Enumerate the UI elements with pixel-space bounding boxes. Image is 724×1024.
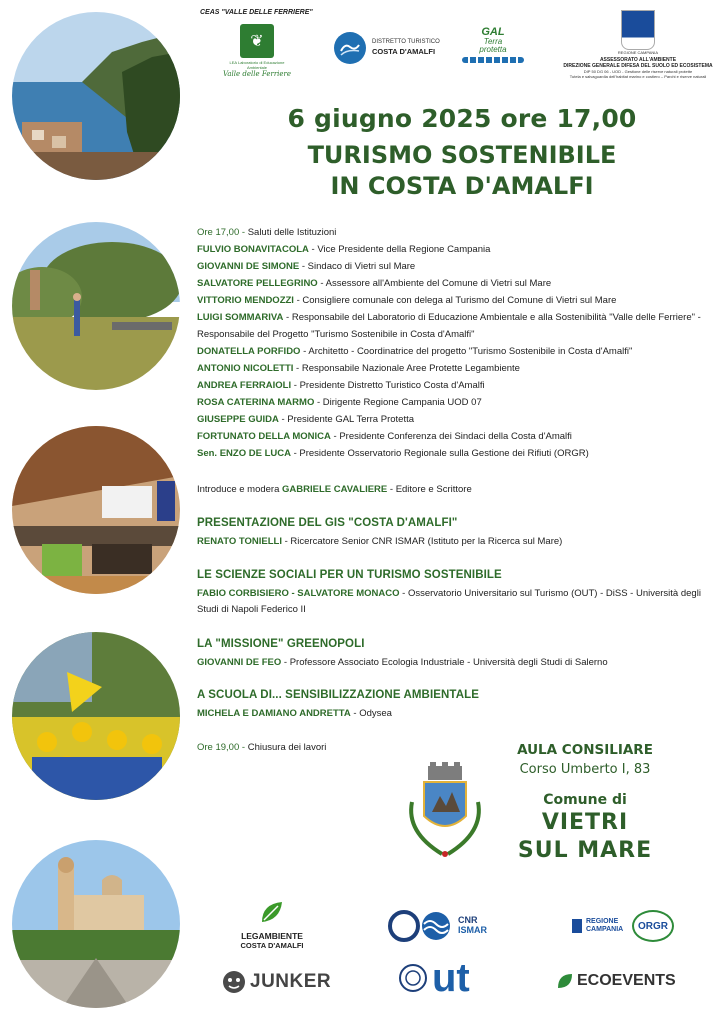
speaker-name: ANTONIO NICOLETTI (197, 363, 294, 374)
speaker-row (197, 377, 707, 394)
out-logo (398, 958, 470, 998)
program-list (197, 224, 707, 462)
wave-icon (334, 32, 366, 64)
moderator-prefix: Introduce e modera (197, 484, 283, 495)
speaker-row (197, 360, 707, 377)
regione-line1: ASSESSORATO ALL'AMBIENTE (599, 57, 677, 63)
closing-time: Ore 19,00 - (197, 742, 246, 753)
speaker-row (197, 241, 707, 258)
gal-line2: protetta (479, 45, 507, 55)
event-title-line2: IN COSTA D'AMALFI (330, 172, 594, 200)
speaker-name: GIOVANNI DE FEO (197, 657, 282, 668)
distretto-line2: COSTA D'AMALFI (372, 46, 436, 56)
lea-logo (222, 24, 292, 78)
speaker-role: - Responsabile del Laboratorio di Educazione Ambientale e alla Sostenibilità "Valle delle Ferriere" - Responsabile del Progetto "Turismo Sostenibile in Costa d'Amalfi" (197, 312, 701, 340)
town-line2: SUL MARE (517, 838, 653, 863)
speaker-name: FULVIO BONAVITACOLA (197, 244, 309, 255)
junker-logo (222, 970, 331, 994)
speaker-role: - Ricercatore Senior CNR ISMAR (Istituto per la Ricerca sul Mare) (281, 536, 563, 547)
town-line1: VIETRI (541, 810, 629, 835)
junker-text: JUNKER (250, 971, 332, 992)
speaker-role: - Professore Associato Ecologia Industriale - Università degli Studi di Salerno (281, 657, 608, 668)
legambiente-leaf-icon (258, 900, 286, 926)
photo-outdoor-lesson (12, 222, 180, 390)
speaker-role: - Assessore all'Ambiente del Comune di Vietri sul Mare (317, 278, 552, 289)
speaker-role: - Sindaco di Vietri sul Mare (299, 261, 416, 272)
speaker-role: - Vice Presidente della Regione Campania (308, 244, 491, 255)
speaker-name: VITTORIO MENDOZZI (197, 295, 294, 306)
speaker-row (197, 394, 707, 411)
speaker-role: - Consigliere comunale con delega al Turismo del Comune di Vietri sul Mare (293, 295, 617, 306)
speaker-name: FORTUNATO DELLA MONICA (197, 431, 331, 442)
speaker-row (197, 309, 707, 343)
distretto-line1: DISTRETTO TURISTICO (372, 39, 440, 45)
photo-amalfi-coast (12, 12, 180, 180)
opening-time: Ore 17,00 - (197, 227, 246, 238)
gal-line1: Terra (483, 37, 503, 46)
waves-icon (462, 57, 524, 63)
speaker-row (197, 292, 707, 309)
ecoevents-text: ECOEVENTS (577, 972, 676, 989)
leaf-icon: ❦ (240, 24, 274, 58)
speaker-name: MICHELA E DAMIANO ANDRETTA (197, 708, 351, 719)
speaker-name: GIUSEPPE GUIDA (197, 414, 279, 425)
event-date: 6 giugno 2025 ore 17,00 (287, 104, 637, 133)
section-title-scuola: A SCUOLA DI... SENSIBILIZZAZIONE AMBIENTALE (197, 689, 480, 701)
speaker-name: SALVATORE PELLEGRINO (197, 278, 318, 289)
photo-children-helmets (12, 632, 180, 800)
speaker-name: DONATELLA PORFIDO (197, 346, 301, 357)
section-speaker-gis (197, 534, 707, 550)
regione-line3: DIP 50 DG 06 - UOD - Gestione delle riserve naturali protette (583, 69, 693, 74)
opening-row (197, 224, 707, 241)
venue-hall: AULA CONSILIARE (517, 742, 653, 758)
moderator-row (197, 482, 707, 498)
moderator-name: GABRIELE CAVALIERE (282, 484, 388, 495)
speaker-name: Sen. ENZO DE LUCA (197, 448, 291, 459)
speaker-name: RENATO TONIELLI (197, 536, 282, 547)
ecoevents-logo (556, 972, 676, 990)
comune-label: Comune di (543, 792, 627, 808)
section-speaker-scuola (197, 706, 707, 722)
distretto-turistico-logo (334, 32, 440, 64)
university-seal-icon (398, 963, 428, 993)
regione-small-shield-icon (572, 919, 582, 933)
speaker-name: LUIGI SOMMARIVA (197, 312, 284, 323)
lea-small-text: LEA Laboratorio di Educazione Ambientale (229, 60, 285, 70)
regione-shield-icon (621, 10, 655, 50)
speaker-row (197, 275, 707, 292)
cnr-waves-icon (388, 910, 454, 942)
speaker-role: - Osservatorio Universitario sul Turismo (OUT) - DiSS - Università degli Studi di Napoli Federico II (197, 588, 701, 615)
speaker-role: - Presidente Osservatorio Regionale sulla Gestione dei Rifiuti (ORGR) (290, 448, 589, 459)
closing-text: Chiusura dei lavori (247, 742, 327, 753)
ut-text: ut (432, 956, 470, 1000)
legambiente-logo (232, 900, 312, 950)
legambiente-line2: COSTA D'AMALFI (240, 941, 304, 950)
venue-address: Corso Umberto I, 83 (519, 762, 651, 777)
section-title-gis: PRESENTAZIONE DEL GIS "COSTA D'AMALFI" (197, 517, 458, 529)
section-title-greenopoli: LA "MISSIONE" GREENOPOLI (197, 638, 365, 650)
section-speaker-scienze-sociali (197, 586, 707, 618)
gal-name: GAL (481, 26, 505, 38)
speaker-name: ANDREA FERRAIOLI (197, 380, 292, 391)
junker-mascot-icon (222, 970, 246, 994)
photo-vietri-church (12, 840, 180, 1008)
speaker-role: - Responsabile Nazionale Aree Protette Legambiente (293, 363, 520, 374)
speaker-role: - Odysea (350, 708, 392, 719)
regione-line4: Tutela e salvaguardia dell'habitat marino e costiero – Parchi e riserve naturali (569, 74, 707, 79)
speaker-name: FABIO CORBISIERO - SALVATORE MONACO (197, 588, 400, 599)
orgr-text: ORGR (632, 910, 674, 942)
speaker-role: - Dirigente Regione Campania UOD 07 (314, 397, 482, 408)
ceas-label: CEAS "VALLE DELLE FERRIERE" (200, 9, 313, 16)
speaker-row (197, 258, 707, 275)
regione-campania-logo (558, 10, 718, 79)
section-title-scienze-sociali: LE SCIENZE SOCIALI PER UN TURISMO SOSTENIBILE (197, 569, 502, 581)
vietri-crest-icon (402, 762, 488, 862)
speaker-row (197, 343, 707, 360)
speaker-role: - Architetto - Coordinatrice del progetto "Turismo Sostenibile in Costa d'Amalfi" (300, 346, 633, 357)
opening-text: Saluti delle Istituzioni (247, 227, 337, 238)
lea-name: Valle delle Ferriere (222, 70, 292, 78)
regione-badge: REGIONE CAMPANIA (617, 50, 659, 55)
speaker-name: ROSA CATERINA MARMO (197, 397, 315, 408)
speaker-row (197, 428, 707, 445)
legambiente-line1: LEGAMBIENTE (241, 931, 303, 941)
speaker-name: GIOVANNI DE SIMONE (197, 261, 300, 272)
ismar-text: ISMAR (458, 925, 487, 935)
section-speaker-greenopoli (197, 655, 707, 671)
photo-conference-room (12, 426, 180, 594)
speaker-role: - Presidente Conferenza dei Sindaci della Costa d'Amalfi (330, 431, 572, 442)
speaker-row (197, 411, 707, 428)
cnr-text: CNR (458, 915, 478, 926)
regione-orgr-logo (572, 910, 674, 942)
moderator-role: - Editore e Scrittore (387, 484, 472, 495)
regione-line2: DIREZIONE GENERALE DIFESA DEL SUOLO ED ECOSISTEMA (563, 63, 713, 69)
speaker-role: - Presidente Distretto Turistico Costa d'Amalfi (291, 380, 485, 391)
eco-leaf-icon (556, 972, 574, 990)
event-title-line1: TURISMO SOSTENIBILE (307, 141, 617, 169)
speaker-role: - Presidente GAL Terra Protetta (278, 414, 415, 425)
cnr-ismar-logo (388, 910, 487, 942)
gal-logo (462, 26, 524, 63)
speaker-row (197, 445, 707, 462)
regione-text: REGIONE CAMPANIA (586, 918, 624, 933)
